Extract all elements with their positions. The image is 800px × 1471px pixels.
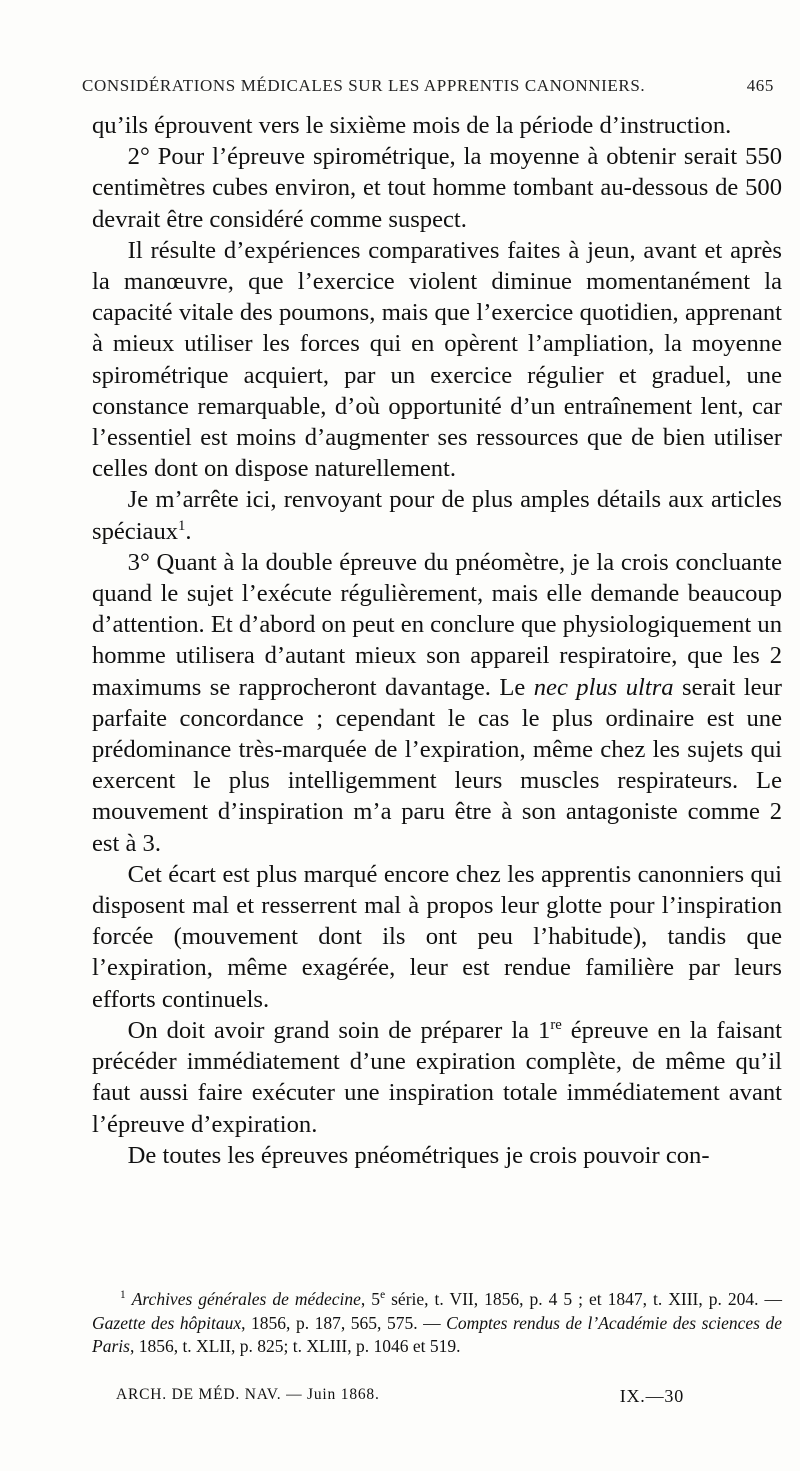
main-text <box>92 110 782 1171</box>
footnote-title-comptes: Comptes rendus de l’Académie des sciences de Paris <box>92 1312 783 1356</box>
paragraph-4-end: . <box>185 517 192 545</box>
footnote-title-archives: Archives générales de médecine <box>131 1289 361 1309</box>
paragraph-2: 2° Pour l’épreuve spirométrique, la moyenne à obtenir serait 550 centimètres cubes environ, et tout homme tombant au-dessous de 500 devrait être considéré comme suspect. <box>92 143 782 233</box>
paragraph-3: Il résulte d’expériences comparatives faites à jeun, avant et après la manœuvre, que l’exercice violent diminue momentanément la capacité vitale des poumons, mais que l’exercice quotidien, apprenant à mieux utiliser les forces qui en opèrent l’ampliation, la moyenne spirométrique acquiert, par un exercice régulier et graduel, une constance remarquable, d’où opportunité d’un entraînement lent, car l’essentiel est moins d’augmenter ses ressources que de bien utiliser celles dont on dispose naturellement. <box>92 236 782 483</box>
journal-signature: ARCH. DE MÉD. NAV. — Juin 1868. <box>116 1386 380 1403</box>
paragraph-5-part-a: 3° Quant à la double épreuve du pnéomètre, je la crois concluante quand le sujet l’exécute régulièrement, mais elle demande beaucoup d’attention. Et d’abord on peut en conclure que physiologiquement un homme utilisera d’autant mieux son appareil respiratoire, que les 2 maximums se rapprocheront davantage. Le <box>92 548 782 701</box>
paragraph-5-italic: nec plus ultra <box>533 673 674 701</box>
footnote-1 <box>92 1288 782 1359</box>
page-number: 465 <box>746 76 774 95</box>
paragraph-5-part-b: serait leur parfaite concordance ; cependant le cas le plus ordinaire est une prédominance très-marquée de l’expiration, même chez les sujets qui exercent le plus intelligemment leurs muscles respirateurs. Le mouvement d’inspiration m’a paru être à son antagoniste comme 2 est à 3. <box>92 673 782 857</box>
footnote-reference: 1 <box>178 517 186 534</box>
sheet-signature: IX.—30 <box>619 1386 684 1406</box>
paragraph-4-text: Je m’arrête ici, renvoyant pour de plus amples détails aux articles spéciaux <box>92 486 782 545</box>
footnote-text-1: , 5 <box>360 1289 381 1309</box>
ordinal-superscript: re <box>550 1016 562 1033</box>
paragraph-1: qu’ils éprouvent vers le sixième mois de la période d’instruction. <box>92 112 732 139</box>
footnote-mark: 1 <box>120 1289 126 1302</box>
footnote-text-4: , 1856, t. XLII, p. 825; t. XLIII, p. 1046 et 519. <box>129 1336 461 1356</box>
running-title: CONSIDÉRATIONS MÉDICALES SUR LES APPRENTIS CANONNIERS. <box>82 76 646 95</box>
paragraph-6: Cet écart est plus marqué encore chez les apprentis canonniers qui disposent mal et resserrent mal à propos leur glotte pour l’inspiration forcée (mouvement dont ils ont peu l’habitude), tandis que l’expiration, même exagérée, leur est rendue familière par leurs efforts continuels. <box>92 860 782 1013</box>
footnote-text-2: série, t. VII, 1856, p. 4 5 ; et 1847, t. XIII, p. 204. — <box>385 1289 783 1309</box>
paragraph-7-part-b: épreuve en la faisant précéder immédiatement d’une expiration complète, de même qu’il faut aussi faire exécuter une inspiration totale immédiatement avant l’épreuve d’expiration. <box>92 1016 782 1138</box>
footnote-ordinal: e <box>380 1289 386 1302</box>
printer-signature-line <box>116 1386 684 1412</box>
paragraph-5 <box>92 547 782 859</box>
paragraph-8: De toutes les épreuves pnéométriques je crois pouvoir con- <box>127 1141 710 1169</box>
paragraph-4 <box>92 484 782 546</box>
footnotes <box>92 1288 782 1359</box>
footnote-text-3: , 1856, p. 187, 565, 575. — <box>241 1312 447 1333</box>
running-header <box>82 76 774 100</box>
footnote-title-gazette: Gazette des hôpitaux <box>92 1312 242 1333</box>
paragraph-7-part-a: On doit avoir grand soin de préparer la 1 <box>127 1016 551 1044</box>
paragraph-7 <box>92 1015 782 1140</box>
